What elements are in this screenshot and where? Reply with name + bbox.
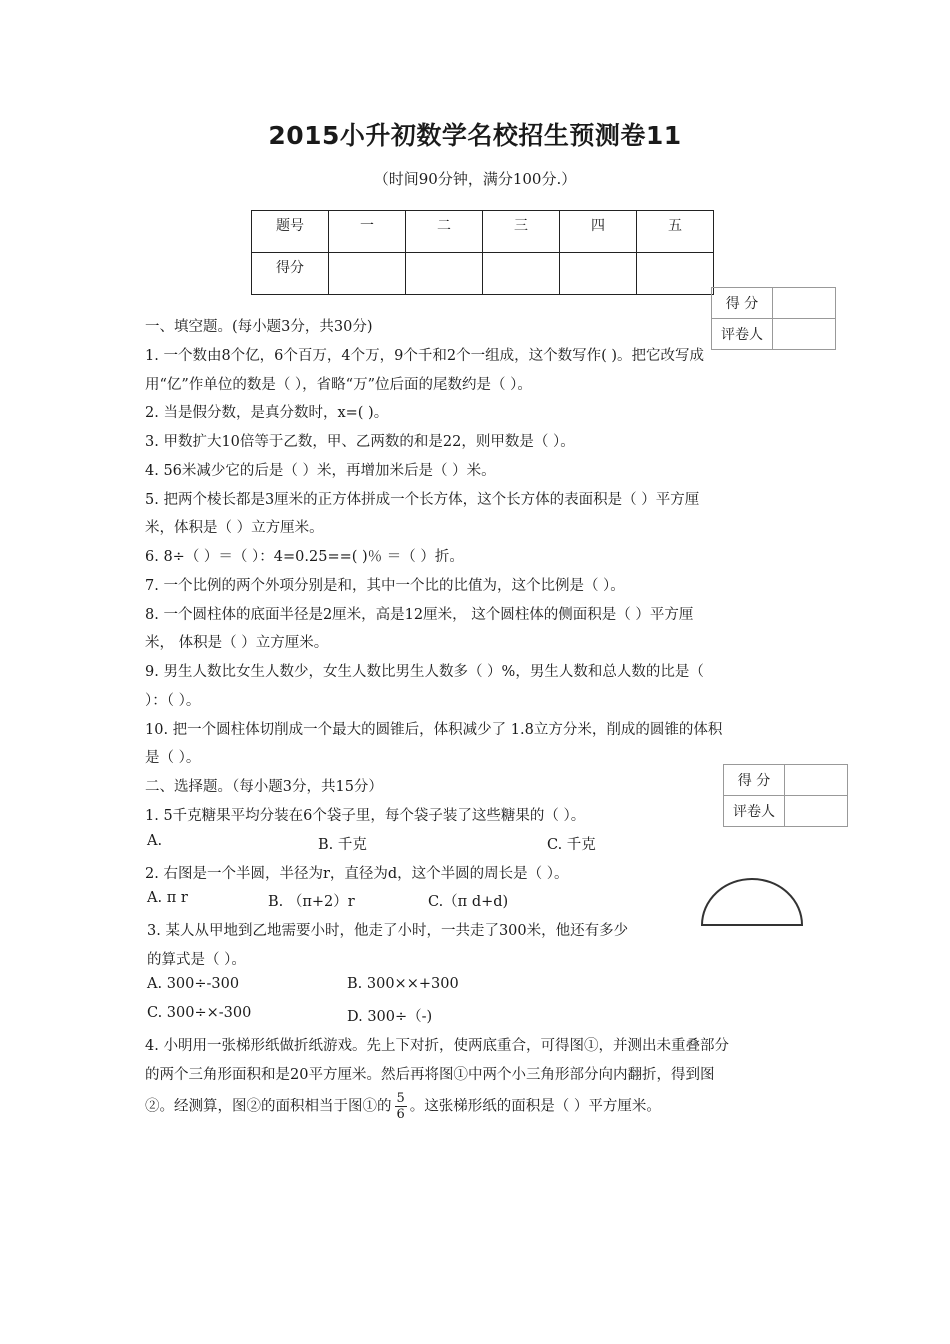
table-cell <box>637 253 714 295</box>
table-cell: 二 <box>406 211 483 253</box>
page-subtitle: （时间90分钟，满分100分.） <box>373 170 577 188</box>
question-line: 4. 小明用一张梯形纸做折纸游戏。先上下对折，使两底重合，可得图①，并测出未重叠部分 <box>145 1038 729 1054</box>
option-d: D. 300÷（-) <box>347 1009 433 1025</box>
question-line <box>145 1091 661 1122</box>
grader-label: 评卷人 <box>724 796 785 827</box>
score-table-score-row <box>252 253 714 295</box>
option-a: A. π r <box>147 890 188 906</box>
question-line: 5. 把两个棱长都是3厘米的正方体拼成一个长方体，这个长方体的表面积是（ ）平方厘 <box>145 492 700 508</box>
option-c: C.（π d+d) <box>428 894 509 910</box>
score-table <box>251 210 714 295</box>
grader-box-section-2 <box>723 764 848 827</box>
fraction-numerator: 5 <box>396 1091 405 1106</box>
grader-label: 评卷人 <box>712 319 773 350</box>
table-cell <box>406 253 483 295</box>
question-text: ②。经测算，图②的面积相当于图①的 <box>145 1098 392 1115</box>
score-field <box>773 288 836 319</box>
table-cell: 一 <box>329 211 406 253</box>
option-b: B. 300××+300 <box>347 976 459 992</box>
question-line: 1. 一个数由8个亿，6个百万，4个万，9个千和2个一组成，这个数写作( )。把它改写成 <box>145 348 704 364</box>
question-line: 8. 一个圆柱体的底面半径是2厘米，高是12厘米， 这个圆柱体的侧面积是（ ）平方厘 <box>145 607 694 623</box>
table-cell: 五 <box>637 211 714 253</box>
question-line: 9. 男生人数比女生人数少，女生人数比男生人数多（ ）%，男生人数和总人数的比是（ <box>145 664 704 680</box>
table-cell: 四 <box>560 211 637 253</box>
question-line: 2. 当是假分数，是真分数时，x=( )。 <box>145 405 389 421</box>
question-line: 1. 5千克糖果平均分装在6个袋子里，每个袋子装了这些糖果的（ ）。 <box>145 808 586 824</box>
table-cell: 题号 <box>252 211 329 253</box>
semicircle-figure <box>682 870 822 932</box>
question-line: 6. 8÷（ ）＝（ ）：4=0.25==( )％ ＝（ ）折。 <box>145 549 464 565</box>
table-cell <box>560 253 637 295</box>
question-line: 是（ ）。 <box>145 750 201 766</box>
grader-field <box>785 796 848 827</box>
score-label: 得 分 <box>712 288 773 319</box>
fraction-denominator: 6 <box>396 1107 405 1122</box>
question-line: 4. 56米减少它的后是（ ）米，再增加米后是（ ）米。 <box>145 463 496 479</box>
question-line: 3. 某人从甲地到乙地需要小时，他走了小时，一共走了300米，他还有多少 <box>147 923 629 939</box>
option-c: C. 千克 <box>547 837 596 853</box>
option-a: A. 300÷-300 <box>147 976 240 992</box>
table-cell: 得分 <box>252 253 329 295</box>
score-label: 得 分 <box>724 765 785 796</box>
question-line: 用“亿”作单位的数是（ ），省略“万”位后面的尾数约是（ ）。 <box>145 377 532 393</box>
grader-box-section-1 <box>711 287 836 350</box>
fraction <box>395 1091 407 1122</box>
question-line: ）：（ ）。 <box>145 693 201 709</box>
question-line: 7. 一个比例的两个外项分别是和，其中一个比的比值为，这个比例是（ ）。 <box>145 578 625 594</box>
table-cell: 三 <box>483 211 560 253</box>
table-cell <box>483 253 560 295</box>
table-cell <box>329 253 406 295</box>
question-line: 10. 把一个圆柱体切削成一个最大的圆锥后，体积减少了 1.8立方分米，削成的圆锥的体积 <box>145 722 723 738</box>
option-b: B. （π+2）r <box>268 894 355 910</box>
score-table-header-row <box>252 211 714 253</box>
question-line: 米， 体积是（ ）立方厘米。 <box>145 635 329 651</box>
option-c: C. 300÷×-300 <box>147 1005 252 1021</box>
question-line: 2. 右图是一个半圆，半径为r，直径为d，这个半圆的周长是（ ）。 <box>145 866 569 882</box>
score-field <box>785 765 848 796</box>
grader-field <box>773 319 836 350</box>
page-title: 2015小升初数学名校招生预测卷11 <box>268 121 682 150</box>
question-line: 3. 甲数扩大10倍等于乙数，甲、乙两数的和是22，则甲数是（ ）。 <box>145 434 575 450</box>
question-text: 。这张梯形纸的面积是（ ）平方厘米。 <box>409 1098 661 1115</box>
question-line: 的算式是（ ）。 <box>147 952 246 968</box>
option-a: A. <box>147 833 163 849</box>
section-heading: 二、选择题。（每小题3分，共15分） <box>145 779 383 795</box>
semicircle-shape <box>702 879 802 925</box>
question-line: 的两个三角形面积和是20平方厘米。然后再将图①中两个小三角形部分向内翻折，得到图 <box>145 1067 715 1083</box>
question-line: 米，体积是（ ）立方厘米。 <box>145 520 324 536</box>
section-heading: 一、填空题。(每小题3分，共30分) <box>145 319 373 335</box>
option-b: B. 千克 <box>318 837 367 853</box>
